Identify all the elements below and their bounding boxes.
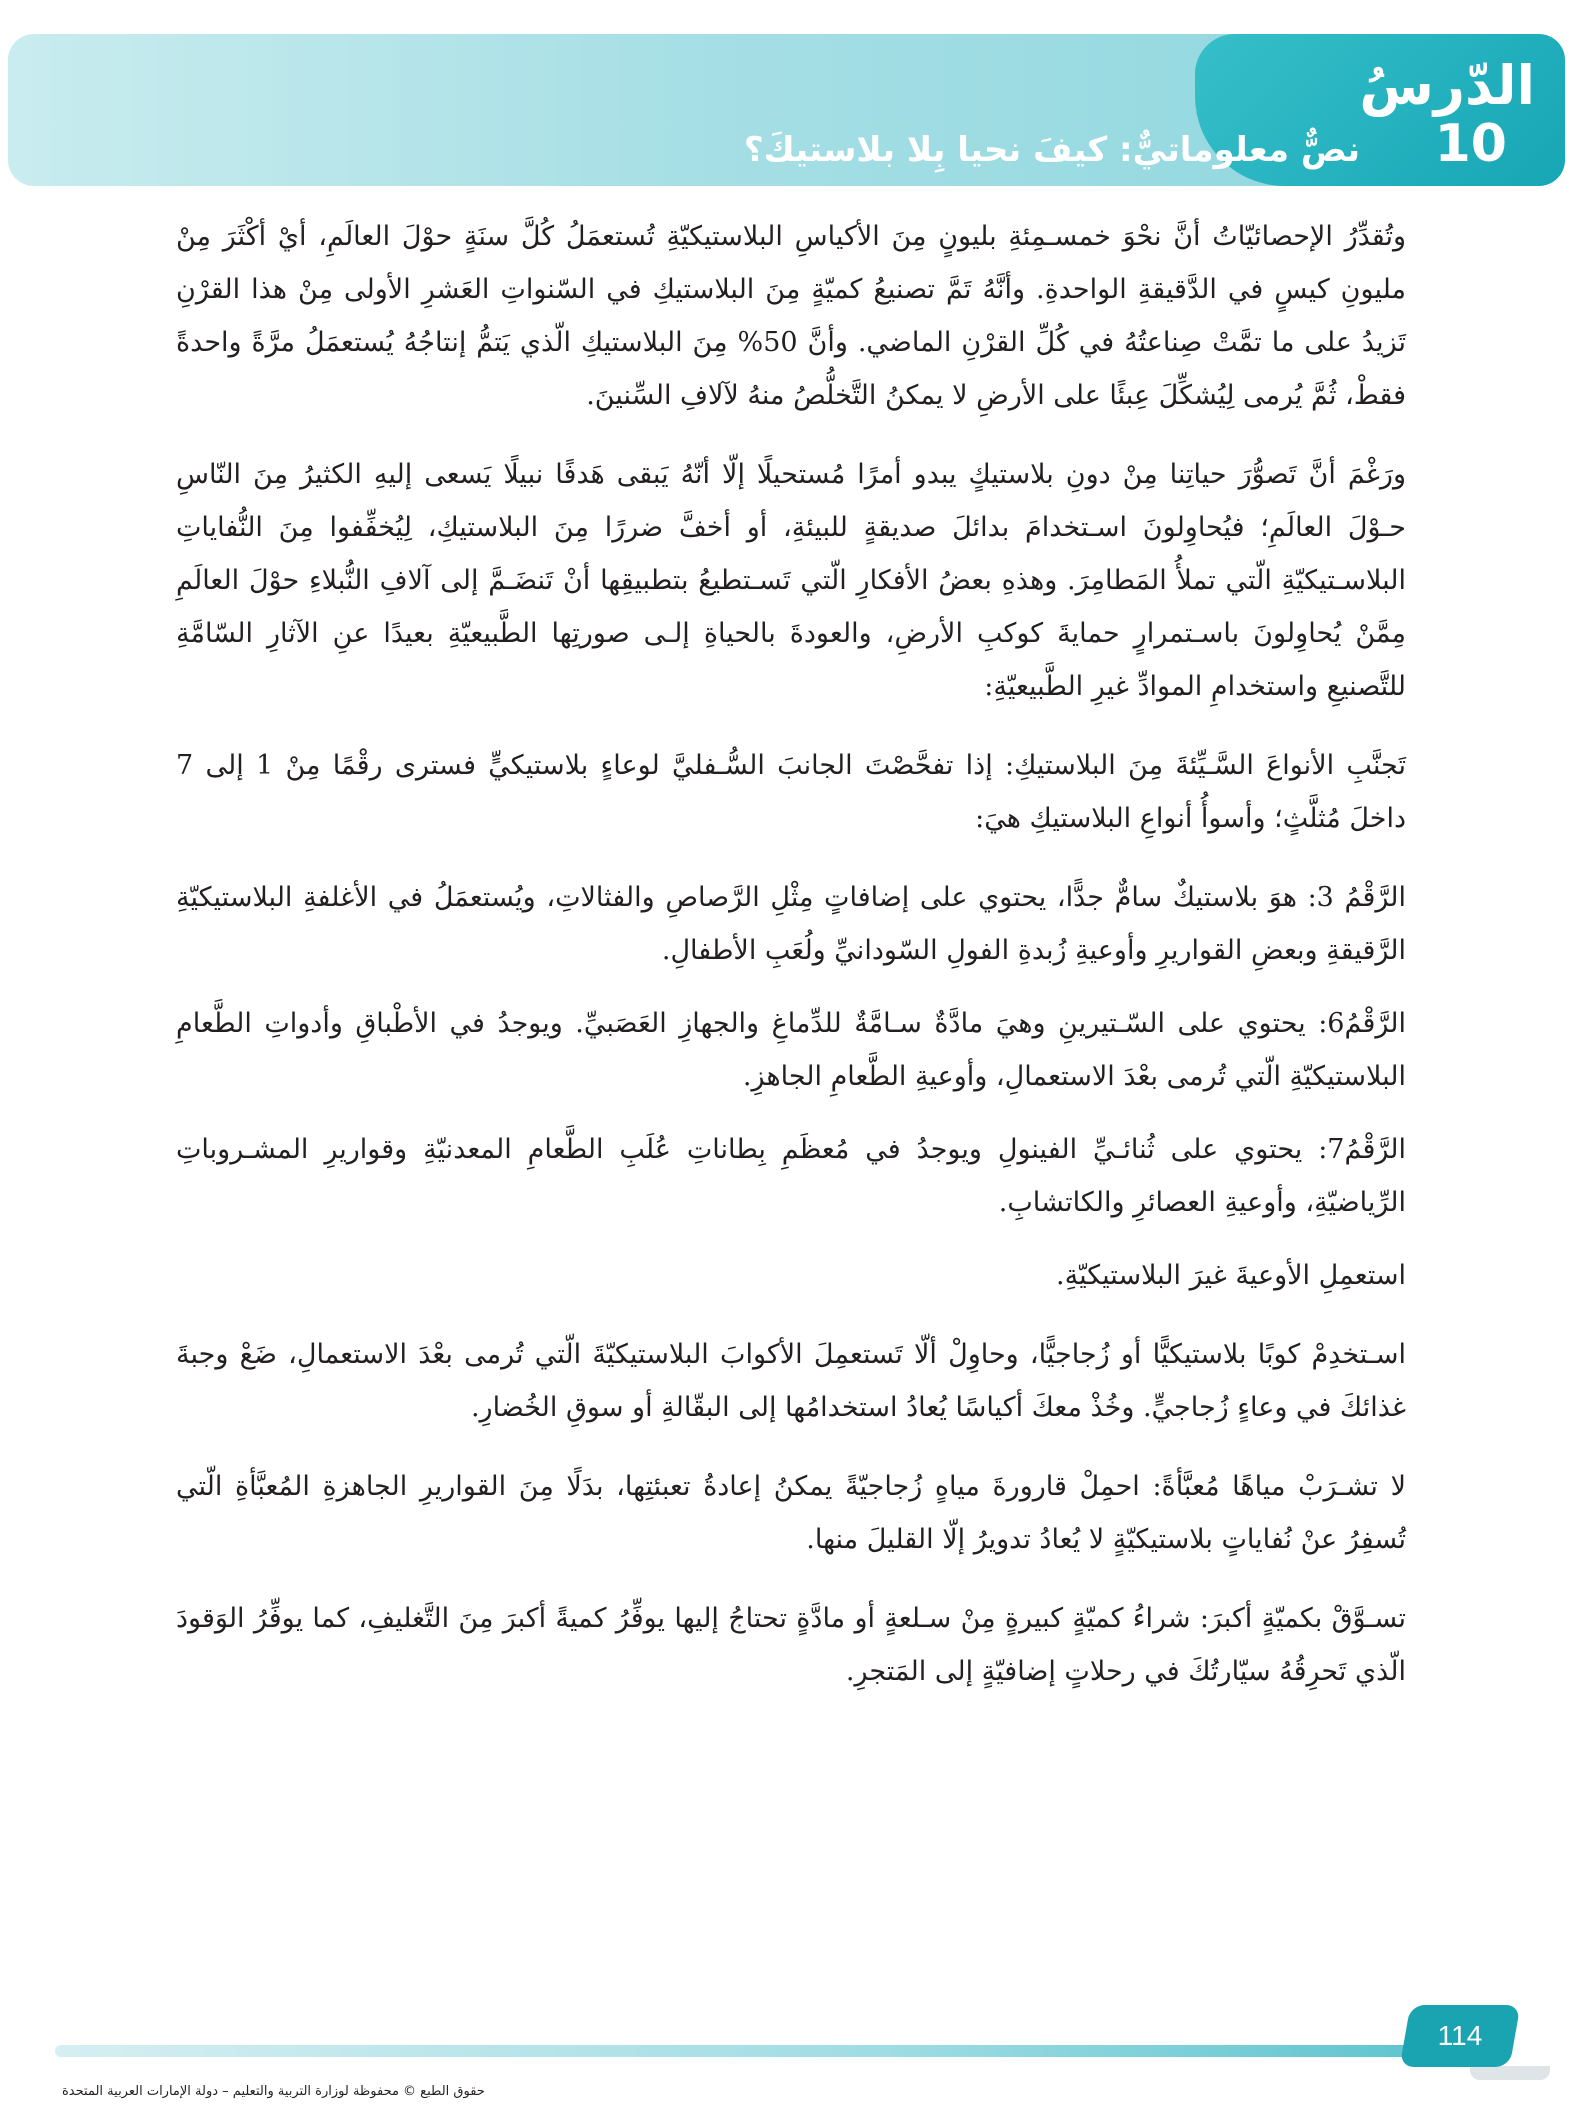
page-number: 114 bbox=[1437, 2020, 1483, 2051]
paragraph-avoid-types: تَجنَّبِ الأنواعَ السَّـيِّئةَ مِنَ البلاستيكِ: إذا تفحَّصْتَ الجانبَ السُّـفليَّ لوعاءٍ بلاستيكيٍّ فسترى رقْمًا مِنْ 1 إلى 7 داخلَ مُثلَّثٍ؛ وأسوأُ أنواعِ البلاستيكِ هيَ: bbox=[176, 750, 1406, 834]
footer-bar bbox=[55, 2045, 1445, 2057]
paragraph-number-7: الرَّقْمُ7: يحتوي على ثُنائـيِّ الفينولِ ويوجدُ في مُعظَمِ بِطاناتِ عُلَبِ الطَّعامِ المعدنيّةِ وقواريرِ المشـروباتِ الرِّياضيّةِ، وأوعيةِ العصائرِ والكاتشابِ. bbox=[176, 1134, 1406, 1218]
body-text bbox=[176, 210, 1406, 1724]
paragraph-number-3: الرَّقْمُ 3: هوَ بلاستيكٌ سامٌّ جدًّا، يحتوي على إضافاتٍ مِثْلِ الرَّصاصِ والفثالاتِ، ويُستعمَلُ في الأغلفةِ البلاستيكيّةِ الرَّقيقةِ وبعضِ القواريرِ وأوعيةِ زُبدةِ الفولِ السّودانيِّ ولُعَبِ الأطفالِ. bbox=[176, 882, 1406, 966]
page-tab-shadow bbox=[1470, 2066, 1550, 2080]
paragraph-statistics: وتُقدِّرُ الإحصائيّاتُ أنَّ نحْوَ خمسـمِئةِ بليونٍ مِنَ الأكياسِ البلاستيكيّةِ تُستعمَلُ كُلَّ سنَةٍ حوْلَ العالَمِ، أيْ أكْثَرَ مِنْ مليونِ كيسٍ في الدَّقيقةِ الواحدةِ. وأنَّهُ تَمَّ تصنيعُ كميّةٍ مِنَ البلاستيكِ في السّنواتِ العَشرِ الأولى مِنْ هذا القرْنِ تَزيدُ على ما تمَّتْ صِناعتُهُ في كُلِّ القرْنِ الماضي. وأنَّ 50% مِنَ البلاستيكِ الّذي يَتمُّ إنتاجُهُ يُستعمَلُ مرَّةً واحدةً فقطْ، ثُمَّ يُرمى لِيُشكِّلَ عِبئًا على الأرضِ لا يمكنُ التَّخلُّصُ منهُ لآلافِ السِّنينَ. bbox=[176, 221, 1406, 411]
paragraph-number-6: الرَّقْمُ6: يحتوي على السّـتيرينِ وهيَ مادَّةٌ سـامَّةٌ للدِّماغِ والجهازِ العَصَبيِّ. ويوجدُ في الأطْباقِ وأدواتِ الطَّعامِ البلاستيكيّةِ الّتي تُرمى بعْدَ الاستعمالِ، وأوعيةِ الطَّعامِ الجاهزِ. bbox=[176, 1008, 1406, 1092]
lesson-label: الدّرسُ bbox=[1359, 54, 1535, 117]
page-title: نصٌّ معلوماتيٌّ: كيفَ نحيا بِلا بلاستيكَ؟ bbox=[743, 130, 1360, 170]
copyright-notice: حقوق الطبع © محفوظة لوزارة التربية والتعليم – دولة الإمارات العربية المتحدة bbox=[62, 2084, 485, 2099]
paragraph-buy-bulk: تسـوَّقْ بكميّةٍ أكبرَ: شراءُ كميّةٍ كبيرةٍ مِنْ سـلعةٍ أو مادَّةٍ تحتاجُ إليها يوفِّرُ كميةً أكبرَ مِنَ التَّغليفِ، كما يوفِّرُ الوَقودَ الّذي تَحرِقُهُ سيّارتُكَ في رحلاتٍ إضافيّةٍ إلى المَتجرِ. bbox=[176, 1603, 1406, 1687]
paragraph-goal: ورَغْمَ أنَّ تَصوُّرَ حياتِنا مِنْ دونِ بلاستيكٍ يبدو أمرًا مُستحيلًا إلّا أنّهُ يَبقى هَدفًا نبيلًا يَسعى إليهِ الكثيرُ مِنَ النّاسِ حـوْلَ العالَمِ؛ فيُحاوِلونَ اسـتخدامَ بدائلَ صديقةٍ للبيئةِ، أو أخفَّ ضررًا مِنَ البلاستيكِ، لِيُخفِّفوا مِنَ النُّفاياتِ البلاسـتيكيّةِ الّتي تملأُ المَطامِرَ. وهذهِ بعضُ الأفكارِ الّتي تَسـتطيعُ بتطبيقِها أنْ تَنضَـمَّ إلى آلافِ النُّبلاءِ حوْلَ العالَمِ مِمَّنْ يُحاوِلونَ باسـتمرارٍ حمايةَ كوكبِ الأرضِ، والعودةَ بالحياةِ إلـى صورتِها الطَّبيعيّةِ بعيدًا عنِ الآثارِ السّامَّةِ للتَّصنيعِ واستخدامِ الموادِّ غيرِ الطَّبيعيّةِ: bbox=[176, 459, 1406, 702]
paragraph-use-glass: اسـتخدِمْ كوبًا بلاستيكيًّا أو زُجاجيًّا، وحاوِلْ ألّا تَستعمِلَ الأكوابَ البلاستيكيّةَ الّتي تُرمى بعْدَ الاستعمالِ، ضَعْ وجبةَ غذائكَ في وعاءٍ زُجاجيٍّ. وخُذْ معكَ أكياسًا يُعادُ استخدامُها إلى البقّالةِ أو سوقِ الخُضارِ. bbox=[176, 1339, 1406, 1423]
paragraph-no-bottled-water: لا تشـرَبْ مياهًا مُعبَّأةً: احمِلْ قارورةَ مياهٍ زُجاجيّةً يمكنُ إعادةُ تعبئتِها، بدَلًا مِنَ القواريرِ الجاهزةِ المُعبَّأةِ الّتي تُسفِرُ عنْ نُفاياتٍ بلاستيكيّةٍ لا يُعادُ تدويرُ إلّا القليلَ منها. bbox=[176, 1471, 1406, 1555]
lesson-number: 10 bbox=[1434, 114, 1507, 174]
paragraph-non-plastic: استعمِلِ الأوعيةَ غيرَ البلاستيكيّةِ. bbox=[1056, 1260, 1406, 1291]
